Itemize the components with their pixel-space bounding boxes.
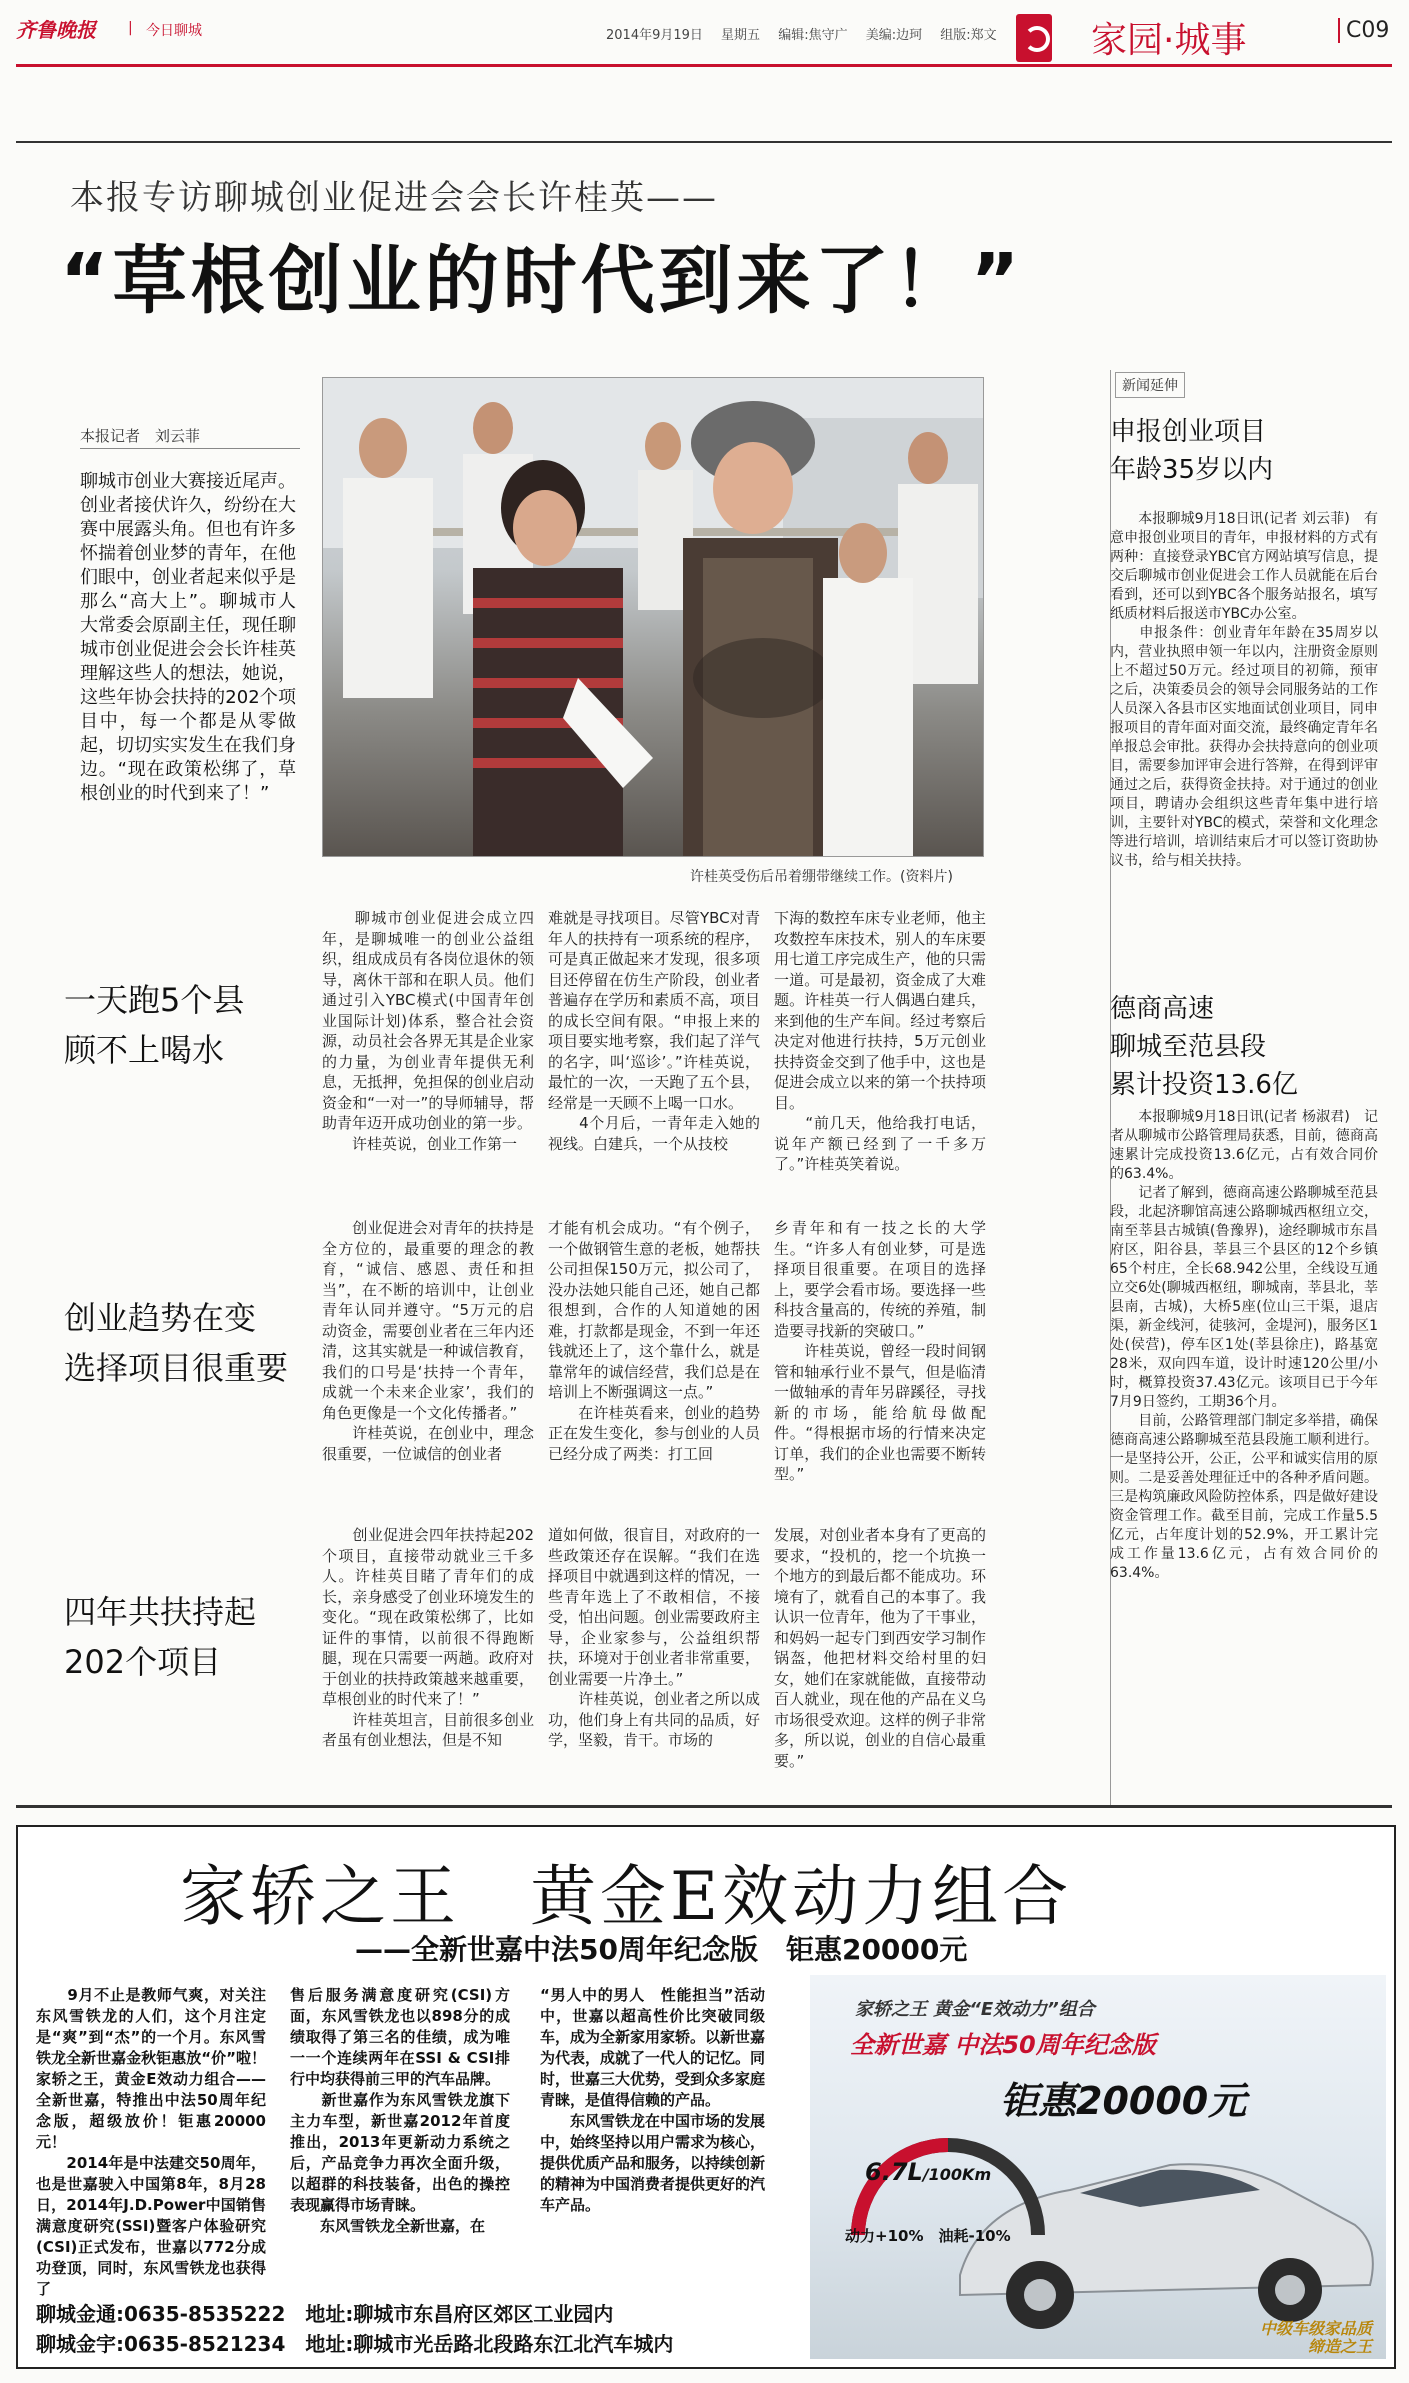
page-number: C09 (1338, 18, 1389, 43)
section-title-1: 一天跑5个县 顾不上喝水 (64, 981, 245, 1069)
section-3-col-2: 道如何做，很盲目，对政府的一些政策还存在误解。“我们在选择项目中就遇到这样的情况，一些青年选上了不敢相信，不接受，怕出问题。创业需要政府主导，企业家参与，公益组织帮扶，环境对于创业者非常重要，创业需要一片净土。” 许桂英说，创业者之所以成功，他们身上有共同的品质，好学，坚毅，肯干。市场的 (548, 1526, 760, 1749)
byline: 本报记者 刘云菲 (80, 427, 201, 445)
fuel-consumption (865, 2158, 991, 2186)
section-logo-icon (1016, 14, 1052, 62)
sidebar-headline-2: 德商高速 聊城至范县段 累计投资13.6亿 (1110, 994, 1298, 1100)
ad-headline: 家轿之王 黄金E效动力组合 (180, 1858, 1073, 1935)
header-divider (16, 141, 1392, 143)
designer-credit: 美编:边珂 (865, 28, 923, 43)
section-1-col-1: 聊城市创业促进会成立四年，是聊城唯一的创业公益组织，组成成员有各岗位退休的领导，离休干部和在职人员。他们通过引入YBC模式(中国青年创业国际计划)体系，整合社会资源，动员社会各界无其是企业家的力量，为创业青年提供无利息，无抵押，免担保的创业启动资金和“一对一”的导师辅导，帮助青年迈开成功创业的第一步。 许桂英说，创业工作第一 (322, 909, 534, 1153)
sidebar-headline-1: 申报创业项目 年龄35岁以内 (1110, 417, 1274, 485)
section-title-2: 创业趋势在变 选择项目很重要 (64, 1299, 289, 1387)
section-1-col-3: 下海的数控车床专业老师，他主攻数控车床技术，别人的车床要用七道工序完成生产，他的只需一道。可是最初，资金成了大难题。许桂英一行人偶遇白建兵，来到他的生产车间。经过考察后决定对他进行扶持，5万元创业扶持资金交到了他手中，这也是促进会成立以来的第一个扶持项目。 “前几天，他给我打电话，说年产额已经到了一千多万了。”许桂英笑着说。 (774, 909, 986, 1173)
edition-name: 今日聊城 (146, 23, 202, 39)
ad-body-col-1: 9月不止是教师气爽，对关注东风雪铁龙的人们，这个月注定是“爽”到“杰”的一个月。东风雪铁龙全新世嘉金秋钜惠放“价”啦！家轿之王，黄金E效动力组合——全新世嘉，特推出中法50周年纪念版，超级放价！钜惠20000元！ 2014年是中法建交50周年，也是世嘉驶入中国第8年，8月28日，2014年J.D.Power中国销售满意度研究(SSI)暨客户体验研究(CSI)正式发布，世嘉以772分成功登顶，同时，东风雪铁龙也获得了 (36, 1986, 266, 2298)
newspaper-brand: 齐鲁晚报 (16, 18, 96, 42)
section-2-col-3: 乡青年和有一技之长的大学生。“许多人有创业梦，可是选择项目很重要。在项目的选择上，要学会看市场。要选择一些科技含量高的，传统的养殖，制造要寻找新的突破口。” 许桂英说，曾经一段时间钢管和轴承行业不景气，但是临清一做轴承的青年另辟蹊径，寻找新的市场，能给航母做配件。“得根据市场的行情来决定订单，我们的企业也需要不断转型。” (774, 1219, 986, 1483)
fuel-unit: /100Km (922, 2165, 992, 2184)
section-1-col-2: 难就是寻找项目。尽管YBC对青年人的扶持有一项系统的程序，可是真正做起来才发现，很多项目还停留在仿生产阶段，创业者普遍存在学历和素质不高，项目的成长空间有限。“申报上来的项目要实地考察，我们起了洋气的名字，叫‘巡诊’。”许桂英说，最忙的一次，一天跑了五个县，经常是一天顾不上喝一口水。 4个月后，一青年走入她的视线。白建兵，一个从技校 (548, 909, 760, 1153)
dealer-contact-2: 聊城金宇:0635-8521234 地址:聊城市光岳路北段路东江北汽车城内 (36, 2332, 674, 2356)
issue-date: 2014年9月19日 (606, 28, 703, 43)
fuel-value: 6.7L (865, 2158, 923, 2186)
photo-caption: 许桂英受伤后吊着绷带继续工作。(资料片) (690, 869, 953, 885)
section-title: 家园·城事 (1091, 20, 1247, 61)
section-2-col-1: 创业促进会对青年的扶持是全方位的，最重要的理念的教育，“诚信、感恩、责任和担当”，在不断的培训中，让创业青年认同并遵守。“5万元的启动资金，需要创业者在三年内还清，这其实就是一种诚信教育，我们的口号是‘扶持一个青年，成就一个未来企业家’，我们的角色更像是一个文化传播者。” 许桂英说，在创业中，理念很重要，一位诚信的创业者 (322, 1219, 534, 1463)
car-ad-discount: 钜惠20000元 (1000, 2079, 1247, 2123)
photo-illustration (323, 378, 983, 856)
section-2-col-2: 才能有机会成功。“有个例子，一个做钢管生意的老板，她帮扶公司担保150万元，拟公司了，没办法她只能自己还，她自己都很想到，合作的人知道她的困难，打款都是现金，不到一年还钱就还上了，这个靠什么，就是靠常年的诚信经营，我们总是在培训上不断强调这一点。” 在许桂英看来，创业的趋势正在发生变化，参与创业的人员已经分成了两类：打工回 (548, 1219, 760, 1463)
article-bottom-rule (16, 1805, 1392, 1808)
issue-meta (606, 24, 1011, 43)
editor-credit: 编辑:焦守广 (778, 28, 848, 43)
section-3-col-3: 发展，对创业者本身有了更高的要求，“投机的，挖一个坑换一个地方的到最后都不能成功。环境有了，就看自己的本事了。我认识一位青年，他为了干事业，和妈妈一起专门到西安学习制作锅盔，他把材料交给村里的妇女，她们在家就能做，直接带动百人就业，现在他的产品在义乌市场很受欢迎。这样的例子非常多，所以说，创业的自信心最重要。” (774, 1526, 986, 1770)
car-ad-edition: 全新世嘉 中法50周年纪念版 (850, 2031, 1156, 2059)
article-headline: “草根创业的时代到来了！” (60, 238, 1024, 324)
issue-weekday: 星期五 (721, 28, 761, 43)
masthead-rule (16, 64, 1392, 67)
ad-body-col-3: “男人中的男人 性能担当”活动中，世嘉以超高性价比突破同级车，成为全新家用家轿。以新世嘉为代表，成就了一代人的记忆。同时，世嘉三大优势，受到众多家庭青睐，是值得信赖的产品。 东风雪铁龙在中国市场的发展中，始终坚持以用户需求为核心，提供优质产品和服务，以持续创新的精神为中国消费者提供更好的汽车产品。 (540, 1986, 766, 2214)
performance-stats: 动力+10% 油耗-10% (845, 2227, 1011, 2245)
article-photo (322, 377, 984, 857)
layout-credit: 组版:郑文 (940, 28, 997, 43)
dealer-contact-1: 聊城金通:0635-8535222 地址:聊城市东昌府区郊区工业园内 (36, 2302, 614, 2326)
car-ad-tagline: 家轿之王 黄金“E效动力”组合 (855, 1999, 1095, 2020)
article-lede: 聊城市创业大赛接近尾声。创业者接伏许久，纷纷在大赛中展露头角。但也有许多怀揣着创业梦的青年，在他们眼中，创业者起来似乎是那么“高大上”。聊城市人大常委会原副主任，现任聊城市创业促进会会长许桂英理解这些人的想法，她说，这些年协会扶持的202个项目中，每一个都是从零做起，切切实实发生在我们身边。“现在政策松绑了，草根创业的时代到来了！” (80, 471, 296, 804)
sidebar-body-2: 本报聊城9月18日讯(记者 杨淑君) 记者从聊城市公路管理局获悉，目前，德商高速累计完成投资13.6亿元，占有效合同价的63.4%。 记者了解到，德商高速公路聊城至范县段，北起济聊馆高速公路聊城西枢纽立交，南至莘县古城镇(鲁豫界)，途经聊城市东昌府区，阳谷县，莘县三个县区的12个乡镇65个村庄，全长68.942公里，全线设互通立交6处(聊城西枢纽，聊城南，莘县北，莘县南，古城)，大桥5座(位山三干渠，退店渠，新金线河，徒骇河，金堤河)，服务区1处(侯营)，停车区1处(莘县徐庄)，路基宽28米，双向四车道，设计时速120公里/小时，概算投资37.43亿元。该项目已于今年7月9日签约，工期36个月。 目前，公路管理部门制定多举措，确保德商高速公路聊城至范县段施工顺利进行。一是坚持公开，公正，公平和诚实信用的原则。二是妥善处理征迁中的各种矛盾问题。三是构筑廉政风险防控体系，四是做好建设资金管理工作。截至目前，完成工作量5.5亿元，占年度计划的52.9%，开工累计完成工作量13.6亿元，占有效合同价的63.4%。 (1110, 1109, 1378, 1581)
article-kicker: 本报专访聊城创业促进会会长许桂英—— (70, 178, 718, 218)
byline-divider (80, 448, 300, 449)
sidebar-body-1: 本报聊城9月18日讯(记者 刘云菲) 有意申报创业项目的青年，申报材料的方式有两种：直接登录YBC官方网站填写信息，提交后聊城市创业促进会工作人员就能在后台看到，还可以到YBC各个服务站报名，填写纸质材料后报送市YBC办公室。 申报条件：创业青年年龄在35周岁以内，营业执照申领一年以内，注册资金原则上不超过50万元。经过项目的初筛，预审之后，决策委员会的领导会同服务站的工作人员深入各县市区实地面试创业项目，同申报项目的青年面对面交流，最终确定青年名单报总会审批。获得办会扶持意向的创业项目，需要参加评审会进行答辩，在得到评审通过之后，获得资金扶持。对于通过的创业项目，聘请办会组织这些青年集中进行培训，主要针对YBC的模式，荣誉和文化理念等进行培训，培训结束后才可以签订资助协议书，给与相关扶持。 (1110, 511, 1378, 869)
section-3-col-1: 创业促进会四年扶持起202个项目，直接带动就业三千多人。许桂英目睹了青年们的成长，亲身感受了创业环境发生的变化。“现在政策松绑了，比如证件的事情，以前很不得跑断腿，现在只需要一两趟。政府对于创业的扶持政策越来越重要，草根创业的时代来了！” 许桂英坦言，目前很多创业者虽有创业想法，但是不知 (322, 1526, 534, 1749)
section-title-3: 四年共扶持起 202个项目 (64, 1593, 257, 1681)
brand-separator: | (128, 20, 133, 36)
masthead (16, 14, 1392, 64)
sidebar-tag: 新闻延伸 (1115, 372, 1185, 398)
car-ad-slogan: 中级车级家品质 缔造之王 (1260, 2319, 1373, 2356)
ad-body-col-2: 售后服务满意度研究(CSI)方面，东风雪铁龙也以898分的成绩取得了第三名的佳绩，成为唯一一个连续两年在SSI & CSI排行中均获得前三甲的汽车品牌。 新世嘉作为东风雪铁龙旗下主力车型，新世嘉2012年首度推出，2013年更新动力系统之后，产品竞争力再次全面升级，以超群的科技装备，出色的操控表现赢得市场青睐。 东风雪铁龙全新世嘉，在 (290, 1986, 510, 2235)
ad-subheadline: ——全新世嘉中法50周年纪念版 钜惠20000元 (355, 1933, 968, 1966)
